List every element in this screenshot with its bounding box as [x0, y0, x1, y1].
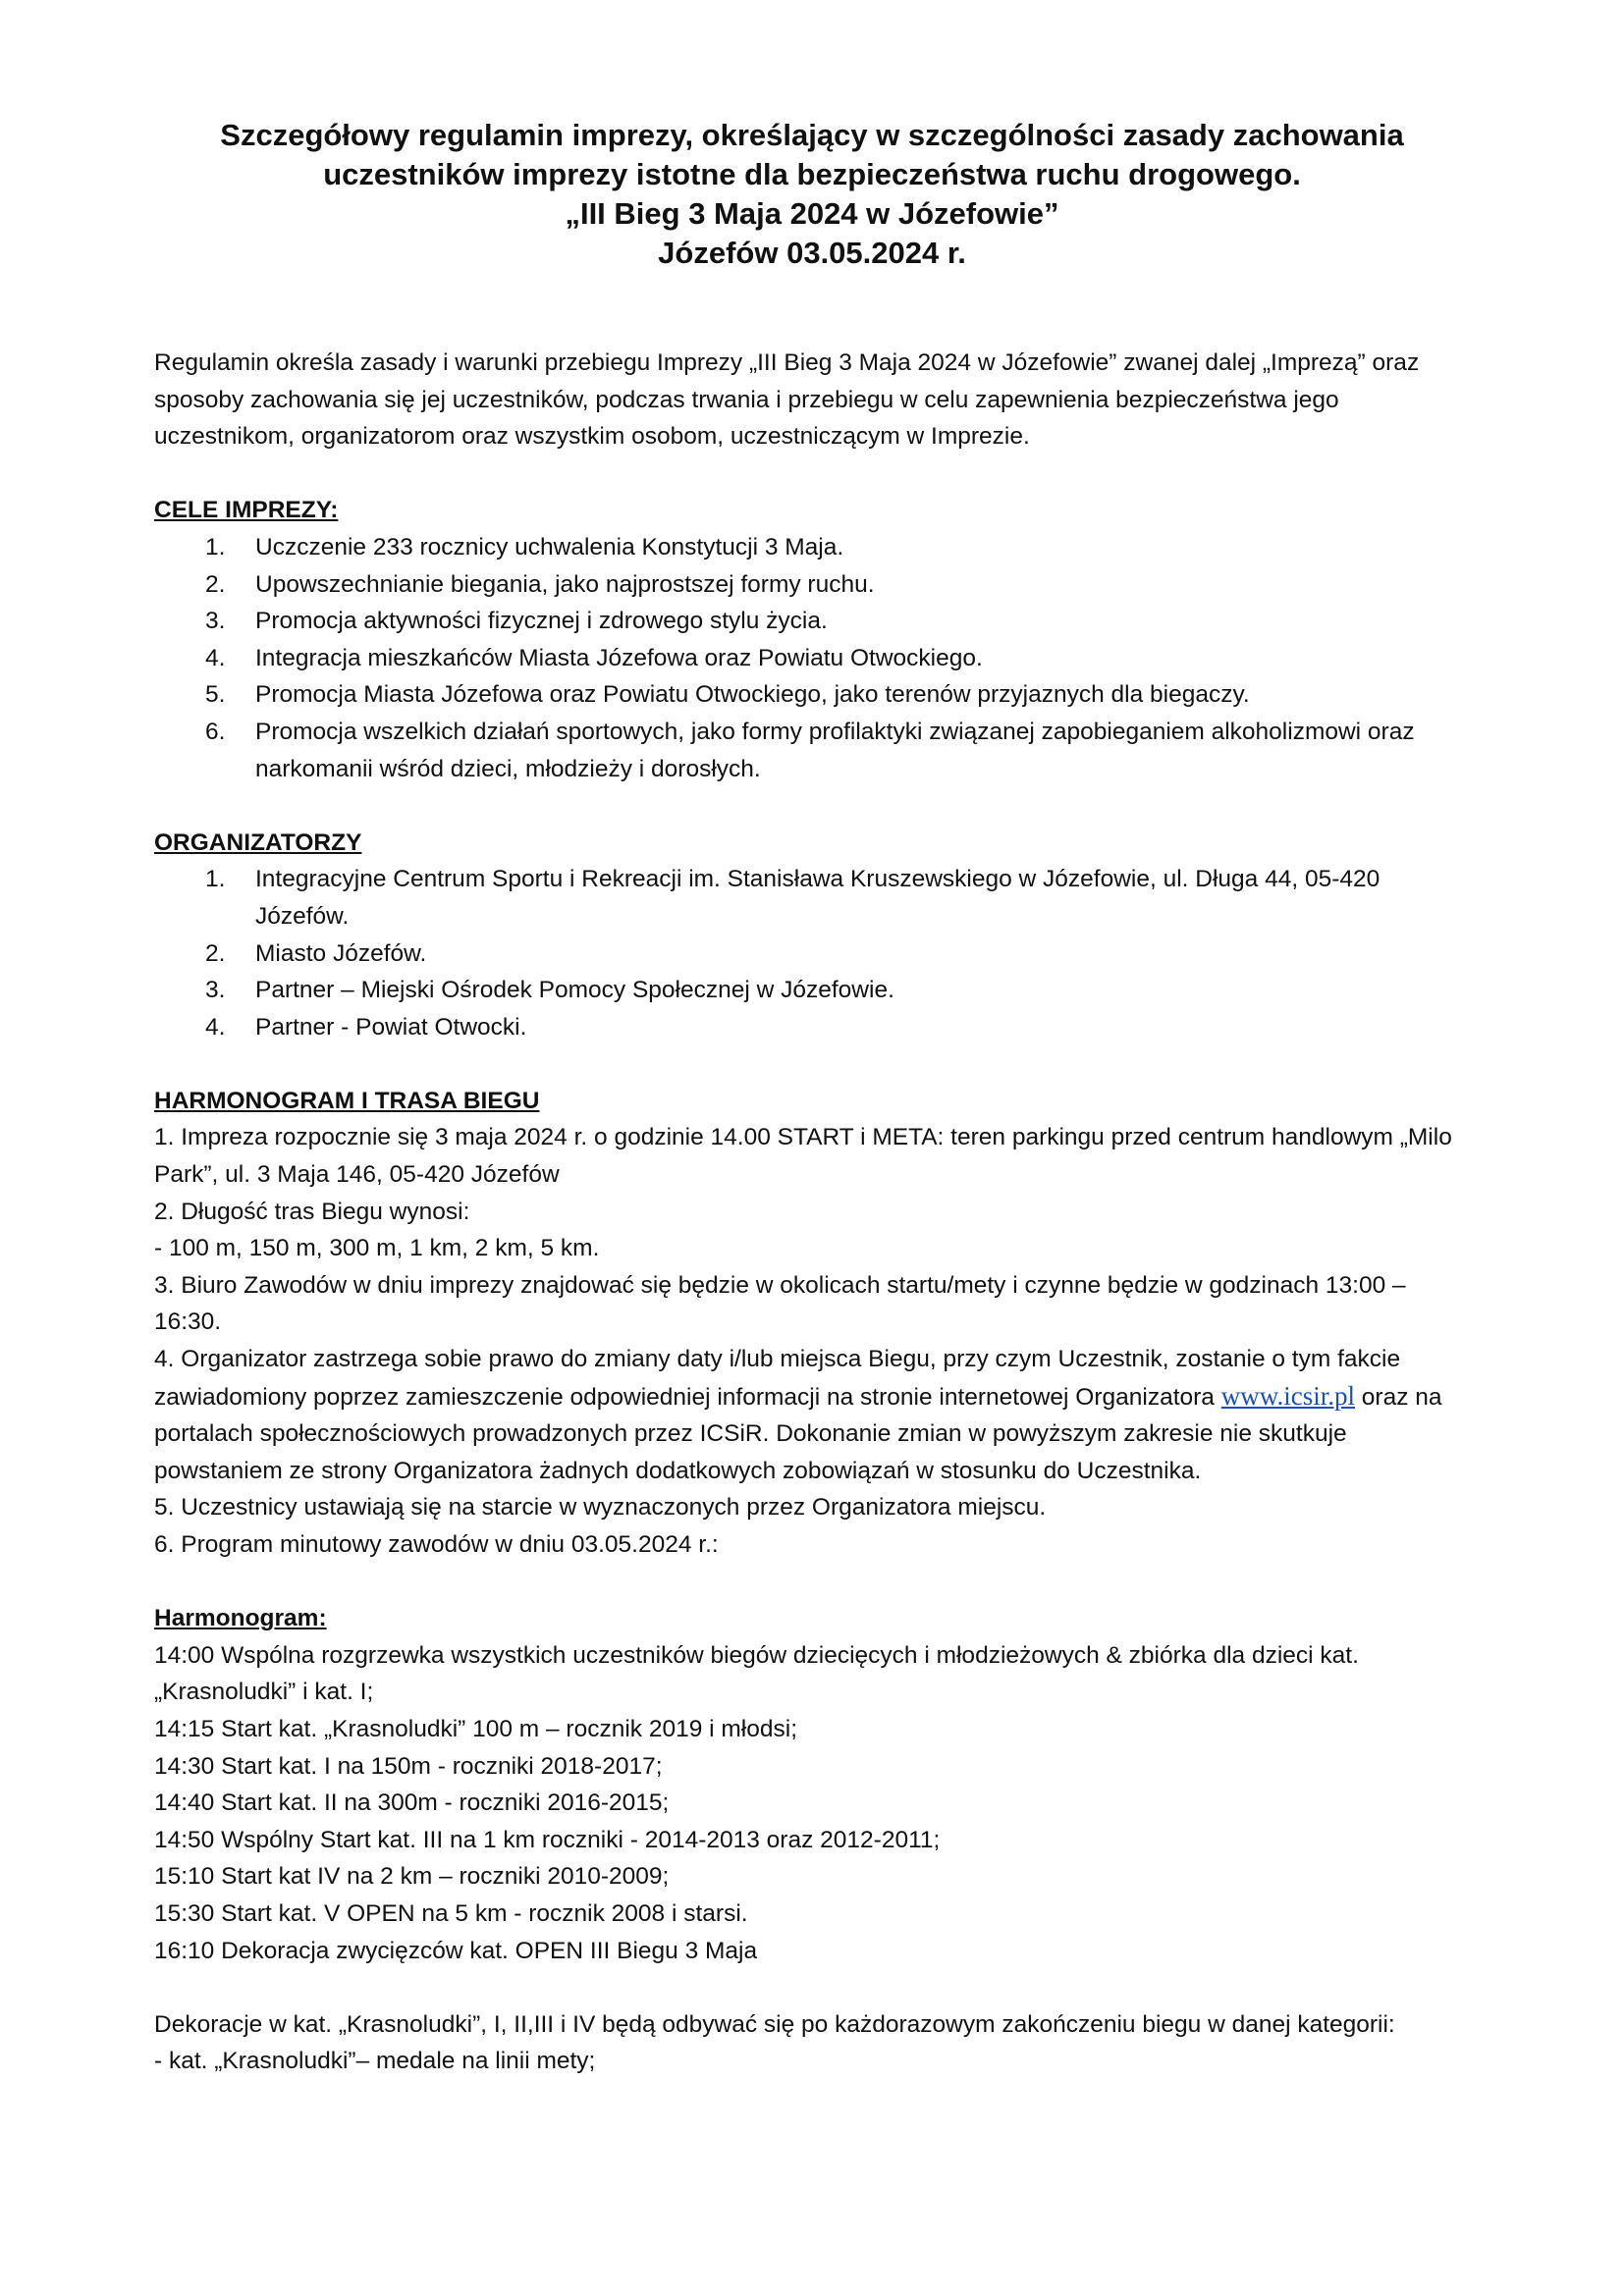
- document-body: [154, 345, 1465, 2080]
- paragraph-distances: - 100 m, 150 m, 300 m, 1 km, 2 km, 5 km.: [154, 1235, 600, 1262]
- list-number: 4.: [205, 644, 226, 671]
- list-number: 1.: [205, 533, 226, 561]
- cele-list: [154, 529, 1465, 787]
- list-number: 2.: [205, 939, 226, 967]
- list-item-text: Upowszechnianie biegania, jako najprostszej formy ruchu.: [255, 570, 875, 598]
- icsir-website-link[interactable]: www.icsir.pl: [1220, 1380, 1355, 1411]
- paragraph-start-positions: 5. Uczestnicy ustawiają się na starcie w wyznaczonych przez Organizatora miejscu.: [154, 1494, 1047, 1522]
- list-item-text: Integracja mieszkańców Miasta Józefowa oraz Powiatu Otwockiego.: [255, 644, 983, 671]
- paragraph-changes: [154, 1341, 1465, 1489]
- list-number: 3.: [205, 977, 226, 1004]
- paragraph-start-meta: 1. Impreza rozpocznie się 3 maja 2024 r. o godzinie 14.00 START i META: teren parkingu przed centrum handlowym „Milo Park”, ul. 3 Maja 146, 05-420 Józefów: [154, 1124, 1452, 1189]
- list-number: 2.: [205, 570, 226, 598]
- list-number: 1.: [205, 866, 226, 893]
- list-item-text: Integracyjne Centrum Sportu i Rekreacji im. Stanisława Kruszewskiego w Józefowie, ul. Długa 44, 05-420 Józefów.: [255, 866, 1380, 930]
- list-item: [154, 603, 1465, 640]
- document-title: [98, 116, 1526, 273]
- paragraph-dekoracje: Dekoracje w kat. „Krasnoludki”, I, II,III i IV będą odbywać się po każdorazowym zakończeniu biegu w danej kategorii:: [154, 2010, 1395, 2038]
- list-item: [154, 566, 1465, 604]
- schedule-line: 15:30 Start kat. V OPEN na 5 km - rocznik 2008 i starsi.: [154, 1899, 748, 1927]
- paragraph-changes-text-continued: oraz na portalach społecznościowych prowadzonych przez ICSiR. Dokonanie zmian w powyższym zakresie nie skutkuje powstaniem ze strony Organizatora żadnych dodatkowych zobowiązań w stosunku do Uczestnika.: [154, 1383, 1442, 1484]
- list-item-text: Miasto Józefów.: [255, 939, 427, 967]
- title-line-4: Józefów 03.05.2024 r.: [658, 236, 966, 270]
- list-item-text: Promocja aktywności fizycznej i zdrowego stylu życia.: [255, 608, 828, 635]
- list-item: [154, 1009, 1465, 1046]
- list-item: [154, 972, 1465, 1009]
- schedule-line: 15:10 Start kat IV na 2 km – roczniki 2010-2009;: [154, 1863, 670, 1891]
- section-heading-harmonogram-trasa: HARMONOGRAM I TRASA BIEGU: [154, 1087, 540, 1114]
- organizatorzy-list: [154, 861, 1465, 1045]
- paragraph-distance-intro: 2. Długość tras Biegu wynosi:: [154, 1198, 470, 1225]
- list-item-text: Promocja wszelkich działań sportowych, jako formy profilaktyki związanej zapobieganiem alkoholizmowi oraz narkomanii wśród dzieci, młodzieży i dorosłych.: [255, 718, 1415, 782]
- list-item: [154, 935, 1465, 973]
- paragraph-changes-text: 4. Organizator zastrzega sobie prawo do zmiany daty i/lub miejsca Biegu, przy czym Uczestnik, zostanie o tym fakcie zawiadomiony poprzez zamieszczenie odpowiedniej informacji na stronie internetowej Organizatora: [154, 1346, 1401, 1411]
- list-item: [154, 640, 1465, 677]
- spacer: [154, 1564, 1465, 1601]
- schedule-line: 14:40 Start kat. II na 300m - roczniki 2016-2015;: [154, 1789, 670, 1817]
- spacer: [154, 787, 1465, 825]
- list-item: [154, 529, 1465, 566]
- list-item-text: Partner - Powiat Otwocki.: [255, 1013, 527, 1041]
- list-item-text: Partner – Miejski Ośrodek Pomocy Społecznej w Józefowie.: [255, 977, 894, 1004]
- list-item: [154, 714, 1465, 787]
- paragraph-program: 6. Program minutowy zawodów w dniu 03.05.2024 r.:: [154, 1531, 719, 1558]
- section-heading-cele: CELE IMPREZY:: [154, 497, 339, 524]
- schedule-line: 14:15 Start kat. „Krasnoludki” 100 m – rocznik 2019 i młodsi;: [154, 1715, 798, 1742]
- paragraph-dekoracje-krasnoludki: - kat. „Krasnoludki”– medale na linii mety;: [154, 2048, 596, 2075]
- title-line-2: uczestników imprezy istotne dla bezpieczeństwa ruchu drogowego.: [323, 157, 1301, 191]
- list-item: [154, 676, 1465, 714]
- spacer: [154, 1045, 1465, 1083]
- schedule-line: 14:30 Start kat. I na 150m - roczniki 2018-2017;: [154, 1752, 663, 1780]
- schedule-line: 16:10 Dekoracja zwycięzców kat. OPEN III Biegu 3 Maja: [154, 1937, 758, 1964]
- section-heading-harmonogram: Harmonogram:: [154, 1605, 327, 1632]
- list-item-text: Uczczenie 233 rocznicy uchwalenia Konstytucji 3 Maja.: [255, 533, 844, 561]
- paragraph-office-hours: 3. Biuro Zawodów w dniu imprezy znajdować się będzie w okolicach startu/mety i czynne będzie w godzinach 13:00 – 16:30.: [154, 1271, 1406, 1336]
- list-item-text: Promocja Miasta Józefowa oraz Powiatu Otwockiego, jako terenów przyjaznych dla biegaczy.: [255, 681, 1250, 709]
- list-number: 3.: [205, 608, 226, 635]
- list-number: 6.: [205, 718, 226, 745]
- title-line-1: Szczegółowy regulamin imprezy, określający w szczególności zasady zachowania: [220, 118, 1404, 152]
- list-number: 5.: [205, 681, 226, 709]
- section-heading-organizatorzy: ORGANIZATORZY: [154, 828, 362, 856]
- list-number: 4.: [205, 1013, 226, 1041]
- schedule-line: 14:50 Wspólny Start kat. III na 1 km roczniki - 2014-2013 oraz 2012-2011;: [154, 1826, 941, 1853]
- spacer: [154, 1969, 1465, 2006]
- schedule-line: 14:00 Wspólna rozgrzewka wszystkich uczestników biegów dziecięcych i młodzieżowych & zbiórka dla dzieci kat. „Krasnoludki” i kat. I;: [154, 1641, 1359, 1706]
- intro-paragraph: Regulamin określa zasady i warunki przebiegu Imprezy „III Bieg 3 Maja 2024 w Józefowie” zwanej dalej „Imprezą” oraz sposoby zachowania się jej uczestników, podczas trwania i przebiegu w celu zapewnienia bezpieczeństwa jego uczestnikom, organizatorom oraz wszystkim osobom, uczestniczącym w Imprezie.: [154, 349, 1420, 451]
- list-item: [154, 861, 1465, 934]
- title-line-3: „III Bieg 3 Maja 2024 w Józefowie”: [565, 196, 1059, 231]
